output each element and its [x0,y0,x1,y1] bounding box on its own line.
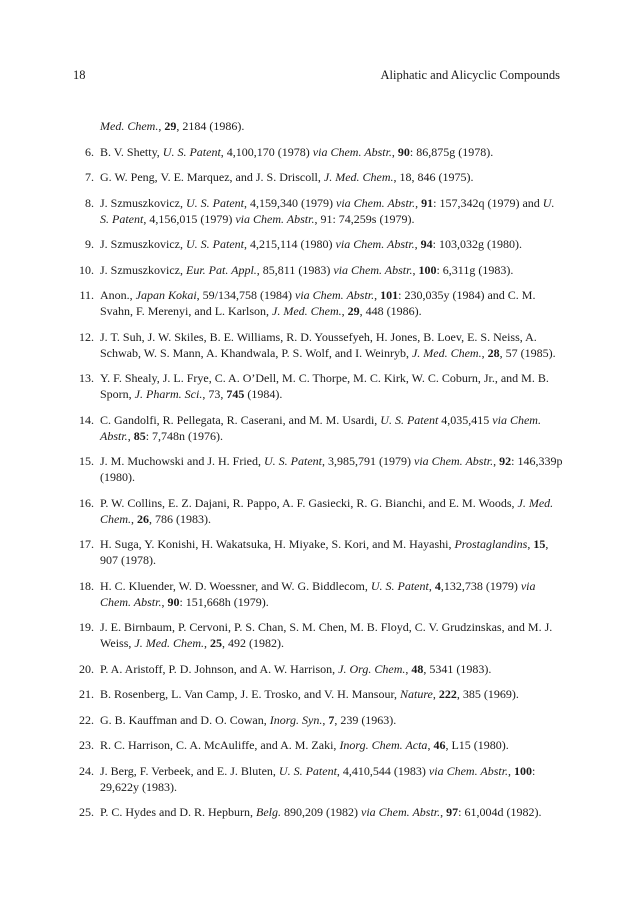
reference-entry [73,118,563,134]
reference-text [94,144,563,160]
reference-italic-segment: Chem. Abstr. [378,805,441,819]
reference-text [94,287,563,319]
reference-segment: : 151,668h (1979). [179,594,269,609]
reference-segment: B. V. Shetty, [100,144,163,159]
reference-segment: , 385 (1969). [456,687,519,701]
reference-segment: 4,035,415 [438,412,493,427]
reference-number: 15. [79,454,94,468]
reference-number: 9. [85,237,94,251]
reference-entry [73,712,563,728]
reference-entry [73,495,563,527]
reference-segment: , 3,985,791 (1979) [322,454,414,468]
reference-italic-segment: J. Med. Chem. [134,636,205,650]
reference-segment: P. C. Hydes and D. R. Hepburn, [100,805,256,819]
reference-bold-segment: 46 [433,738,446,752]
reference-segment: , 85,811 (1983) [256,262,334,277]
reference-segment: J. M. Muchowski and J. H. Fried, [100,454,264,468]
reference-segment: J. Berg, F. Verbeek, and E. J. Bluten, [100,763,279,778]
reference-text [94,329,563,361]
reference-segment: , 73, [202,387,227,401]
reference-text [94,453,563,485]
reference-italic-segment: via Chem. Abstr. [235,211,315,226]
reference-segment: , [428,578,435,593]
reference-bold-segment: 100 [418,262,437,277]
reference-entry [73,236,563,252]
reference-text [94,619,563,651]
reference-bold-segment: 85 [133,428,146,443]
reference-number: 12. [79,329,94,344]
reference-bold-segment: 4 [434,578,441,593]
reference-italic-segment: J. Pharm. Sci. [134,387,203,401]
reference-segment: Y. F. Shealy, J. L. Frye, C. A. O’Dell, M. C. Thorpe, M. C. Kirk, W. C. Coburn, Jr., and M. B. Sporn, [100,371,549,401]
reference-segment: , [493,454,500,468]
reference-segment: 890,209 (1982) [281,805,361,819]
reference-segment: : 103,032g (1980). [432,237,522,251]
reference-italic-segment: J. Med. Chem. [323,170,394,184]
reference-segment: B. Rosenberg, L. Van Camp, J. E. Trosko, and V. H. Mansour, [100,687,400,701]
reference-segment: , [322,712,329,727]
reference-segment: , 91: 74,259s (1979). [314,211,415,226]
reference-segment: , 4,410,544 (1983) [336,763,429,778]
reference-segment: : 146,339p (1980). [100,454,563,484]
reference-italic-segment: U. S. Patent [162,144,221,159]
reference-entry [73,536,563,568]
reference-italic-segment: J. Med. Chem. [100,495,554,526]
reference-bold-segment: 48 [411,661,424,676]
reference-entry [73,370,563,402]
reference-text [94,804,563,820]
reference-bold-segment: 15 [533,537,546,551]
reference-segment: , 18, 846 (1975). [393,170,474,184]
reference-segment: : 61,004d (1982). [458,805,542,819]
reference-italic-segment: U. S. Patent [380,412,439,427]
reference-text [94,169,563,185]
reference-bold-segment: 94 [420,237,433,251]
reference-segment: , [405,661,412,676]
reference-italic-segment: Japan Kokai [135,288,197,302]
reference-segment: , 4,215,114 (1980) [244,237,336,251]
reference-segment: : 157,342q (1979) and [433,195,543,210]
reference-bold-segment: 91 [421,195,434,210]
reference-entry [73,195,563,227]
reference-segment: J. Szmuszkovicz, [100,195,186,210]
reference-text [94,712,563,728]
reference-segment: , 59/134,758 (1984) [196,288,295,302]
reference-segment: , [432,687,439,701]
reference-segment: (1984). [244,387,283,401]
reference-list [73,118,563,820]
reference-segment: , [481,345,488,360]
reference-segment: , 5341 (1983). [423,661,492,676]
reference-text [94,236,563,252]
reference-italic-segment: Med. Chem. [100,119,159,133]
reference-italic-segment: Inorg. Syn. [269,712,323,727]
reference-italic-segment: U. S. Patent [278,763,337,778]
reference-segment: J. E. Birnbaum, P. Cervoni, P. S. Chan, S. M. Chen, M. B. Floyd, C. V. Grudzinskas, and M. J. Weiss, [100,620,553,650]
reference-italic-segment: via Chem. Abstr. [100,412,541,443]
reference-bold-segment: 222 [438,687,457,701]
reference-number: 14. [79,412,94,427]
reference-segment: , [374,288,381,302]
reference-segment: R. C. Harrison, C. A. McAuliffe, and A. M. Zaki, [100,738,340,752]
reference-number: 24. [79,763,94,778]
reference-segment: P. A. Aristoff, P. D. Johnson, and A. W. Harrison, [100,661,339,676]
reference-italic-segment: J. Med. Chem. [272,304,342,318]
reference-text [94,763,563,795]
reference-bold-segment: 28 [487,345,500,360]
reference-italic-segment: Eur. Pat. Appl. [186,262,257,277]
reference-number: 6. [85,144,94,159]
reference-italic-segment: U. S. Patent [370,578,429,593]
page-number: 18 [73,68,86,82]
reference-number: 19. [79,620,94,634]
reference-italic-segment: via Chem. Abstr. [312,144,392,159]
reference-bold-segment: 745 [226,387,245,401]
reference-segment: , 2184 (1986). [176,119,245,133]
reference-italic-segment: J. Med. Chem. [411,345,482,360]
reference-italic-segment: via Chem. Abstr. [335,237,415,251]
reference-segment: J. Szmuszkovicz, [100,237,186,251]
reference-text [94,118,563,134]
reference-segment: , [161,594,168,609]
reference-number: 23. [79,738,94,752]
reference-segment: , [427,738,434,752]
reference-entry [73,686,563,702]
reference-italic-segment: via Chem. Abstr. [100,578,536,609]
reference-italic-segment: U. S. Patent [100,195,555,226]
reference-italic-segment: via Chem. Abstr. [336,195,416,210]
reference-segment: , L15 (1980). [445,738,509,752]
reference-italic-segment: U. S. Patent [264,454,322,468]
reference-italic-segment: via Chem. Abstr. [414,454,494,468]
reference-entry [73,619,563,651]
reference-number: 18. [79,578,94,593]
reference-number: 10. [79,262,94,277]
reference-segment: : 230,035y (1984) and C. M. Svahn, F. Merenyi, and L. Karlson, [100,288,536,318]
reference-segment: , [158,119,165,133]
reference-segment: , 4,156,015 (1979) [143,211,236,226]
reference-number: 25. [79,805,94,819]
reference-segment: ,132,738 (1979) [440,578,521,593]
reference-number: 13. [79,371,94,385]
reference-segment: , [527,537,534,551]
reference-segment: , [131,511,137,526]
reference-number: 7. [85,170,94,184]
reference-segment: H. Suga, Y. Konishi, H. Wakatsuka, H. Miyake, S. Kori, and M. Hayashi, [100,537,455,551]
reference-italic-segment: Nature [399,687,433,701]
reference-entry [73,287,563,319]
reference-bold-segment: 101 [380,288,399,302]
reference-segment: , 57 (1985). [499,345,556,360]
reference-segment: , [127,428,134,443]
reference-italic-segment: Inorg. Chem. Acta [339,738,428,752]
reference-text [94,495,563,527]
reference-italic-segment: Prostaglandins [454,537,528,551]
reference-italic-segment: via [361,805,376,819]
reference-bold-segment: 90 [397,144,410,159]
reference-segment: J. T. Suh, J. W. Skiles, B. E. Williams, R. D. Youssefyeh, H. Jones, B. Loev, E. S. Neiss, A. Schwab, W. S. Mann, A. Khandwala, P. S. Wolf, and I. Weinryb, [100,329,537,360]
reference-number [73,118,94,134]
reference-entry [73,329,563,361]
reference-italic-segment: U. S. Patent [186,195,244,210]
reference-text [94,578,563,610]
reference-text [94,686,563,702]
reference-segment: , [412,262,419,277]
reference-text [94,262,563,278]
reference-entry [73,412,563,444]
reference-segment: , 448 (1986). [359,304,422,318]
reference-bold-segment: 26 [137,511,149,526]
reference-segment: J. Szmuszkovicz, [100,262,186,277]
reference-segment: , 239 (1963). [334,712,397,727]
reference-entry [73,763,563,795]
reference-segment: , [415,195,422,210]
reference-segment: P. W. Collins, E. Z. Dajani, R. Pappo, A. F. Gasiecki, R. G. Bianchi, and E. M. Woods, [100,495,518,510]
reference-text [94,661,563,677]
reference-number: 17. [79,537,94,551]
reference-bold-segment: 100 [514,763,533,778]
reference-entry [73,804,563,820]
reference-bold-segment: 90 [167,594,180,609]
reference-bold-segment: 25 [210,636,223,650]
reference-segment: : 29,622y (1983). [100,763,536,794]
reference-segment: G. B. Kauffman and D. O. Cowan, [100,712,270,727]
reference-segment: , [341,304,348,318]
reference-bold-segment: 97 [446,805,459,819]
reference-text [94,737,563,753]
reference-italic-segment: U. S. Patent [186,237,244,251]
reference-entry [73,144,563,160]
reference-segment: , 4,100,170 (1978) [220,144,313,159]
reference-text [94,536,563,568]
reference-number: 16. [79,495,94,510]
reference-segment: , [440,805,447,819]
reference-text [94,370,563,402]
reference-italic-segment: J. Org. Chem. [338,661,406,676]
reference-bold-segment: 29 [347,304,360,318]
reference-number: 21. [79,687,94,701]
reference-entry [73,578,563,610]
reference-number: 11. [79,288,94,302]
reference-italic-segment: via Chem. Abstr. [295,288,375,302]
reference-text [94,412,563,444]
reference-bold-segment: 29 [164,119,177,133]
reference-segment: : 7,748n (1976). [145,428,224,443]
reference-segment: H. C. Kluender, W. D. Woessner, and W. G. Biddlecom, [100,578,371,593]
reference-segment: , [204,636,211,650]
reference-entry [73,737,563,753]
reference-number: 20. [79,661,94,676]
reference-italic-segment: Belg. [256,805,281,819]
reference-entry [73,453,563,485]
reference-bold-segment: 92 [499,454,512,468]
reference-segment: , 907 (1978). [100,537,549,567]
reference-entry [73,262,563,278]
reference-entry [73,169,563,185]
reference-segment: Anon., [100,288,136,302]
reference-segment: C. Gandolfi, R. Pellegata, R. Caserani, and M. M. Usardi, [100,412,381,427]
reference-segment: , [414,237,421,251]
reference-segment: : 86,875g (1978). [409,144,494,159]
reference-segment: : 6,311g (1983). [436,262,514,277]
reference-italic-segment: via Chem. Abstr. [333,262,413,277]
reference-segment: , [391,144,398,159]
reference-number: 8. [85,195,94,210]
reference-text [94,195,563,227]
reference-bold-segment: 7 [328,712,335,727]
reference-segment: , 786 (1983). [149,511,211,526]
reference-segment: , 4,159,340 (1979) [244,195,336,210]
reference-segment: G. W. Peng, V. E. Marquez, and J. S. Driscoll, [100,170,324,184]
running-head: Aliphatic and Alicyclic Compounds [380,68,560,82]
reference-italic-segment: via Chem. Abstr. [428,763,509,778]
reference-segment: , [508,763,515,778]
reference-entry [73,661,563,677]
reference-number: 22. [79,712,94,727]
reference-segment: , 492 (1982). [222,636,285,650]
